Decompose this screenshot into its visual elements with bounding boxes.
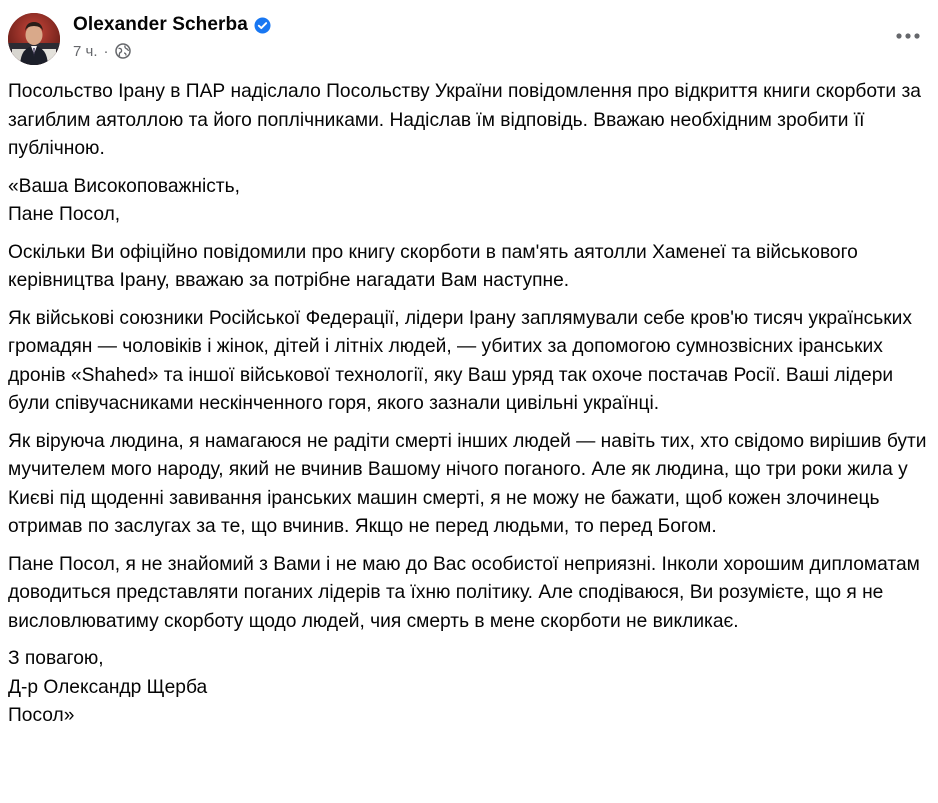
author-name[interactable]: Olexander Scherba	[73, 14, 248, 35]
more-options-button[interactable]	[890, 22, 926, 50]
post-paragraph: Як військові союзники Російської Федерації, лідери Ірану заплямували себе кров'ю тисяч українських громадян — чоловіків і жінок, дітей і літніх людей, — убитих за допомогою сумнозвісних іранських дронів «Shahed» та іншої військової технології, яку Ваш уряд так охоче постачав Росії. Ваші лідери були співучасниками нескінченного горя, якого зазнали цивільні українці.	[8, 307, 912, 414]
post-paragraph: Як віруюча людина, я намагаюся не радіти смерті інших людей — навіть тих, хто свідомо вирішив бути мучителем мого народу, який не вчинив Вашому нічого поганого. Але як людина, що три роки жила у Києві під щоденні завивання іранських машин смерті, я не можу не бажати, щоб кожен злочинець отримав по заслугах за те, що вчинив. Якщо не перед людьми, то перед Богом.	[8, 430, 927, 537]
globe-icon[interactable]	[115, 43, 131, 59]
post-paragraph: Пане Посол, я не знайомий з Вами і не маю до Вас особистої неприязні. Інколи хорошим дипломатам доводиться представляти поганих лідерів та їхню політику. Але сподіваюся, Ви розумієте, що я не висловлюватиму скорботу щодо людей, чия смерть в мене скорботи не викликає.	[8, 553, 920, 632]
author-avatar[interactable]	[8, 13, 60, 65]
post-paragraph: Оскільки Ви офіційно повідомили про книгу скорботи в пам'ять аятолли Хаменеї та військового керівництва Ірану, вважаю за потрібне нагадати Вам наступне.	[8, 241, 858, 291]
post-paragraph: «Ваша Високоповажність, Пане Посол,	[8, 175, 240, 225]
more-options-icon	[895, 32, 921, 40]
author-line	[73, 13, 271, 37]
post-meta	[73, 41, 131, 61]
post-header	[0, 0, 938, 72]
post-paragraph: Посольство Ірану в ПАР надіслало Посольству України повідомлення про відкриття книги скорботи за загиблим аятоллою та його поплічниками. Надіслав їм відповідь. Вважаю необхідним зробити її публічною.	[8, 81, 921, 159]
verified-badge-icon	[254, 17, 271, 34]
meta-separator: ·	[103, 42, 109, 60]
post-body	[8, 78, 930, 740]
post-timestamp[interactable]: 7 ч.	[73, 42, 98, 60]
post-paragraph: З повагою, Д-р Олександр Щерба Посол»	[8, 648, 208, 726]
